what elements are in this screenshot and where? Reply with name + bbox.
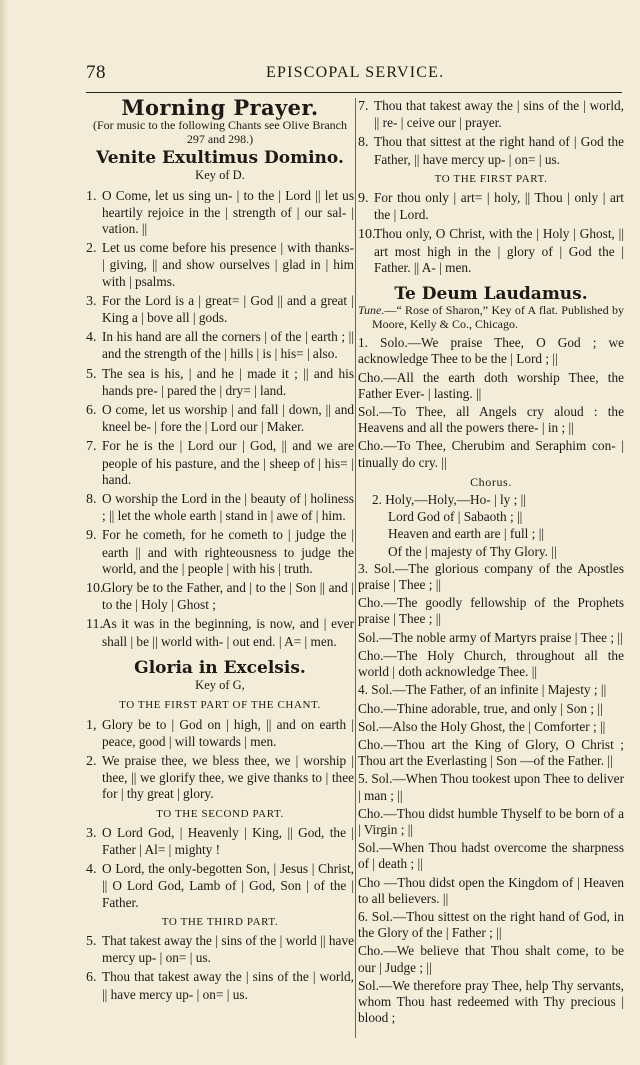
te-deum-lines-1 — [358, 335, 624, 471]
gloria-verse — [358, 226, 624, 276]
gloria-part-3: TO THE THIRD PART. — [161, 915, 279, 928]
verse-number: 1, — [86, 717, 97, 733]
gloria-verse — [86, 717, 354, 750]
verse-text: O Lord, the only-begotten Son, | Jesus | Christ, || O Lord God, Lamb of | God, Son | of the | Father. — [102, 861, 354, 910]
te-deum-line: Cho.—The Holy Church, throughout all the world | doth acknowledge Thee. || — [358, 647, 624, 680]
te-deum-line: 4. Sol.—The Father, of an infinite | Majesty ; || — [358, 682, 607, 698]
venite-verse — [86, 329, 354, 362]
chorus-line: Of the | majesty of Thy Glory. || — [388, 543, 557, 559]
verse-text: Glory be to | God on | high, || and on earth | peace, good | will towards | men. — [102, 716, 354, 749]
verse-number: 8. — [358, 135, 369, 151]
gloria-verses-3 — [86, 933, 354, 1003]
gloria-verse — [358, 190, 624, 223]
te-deum-line: 3. Sol.—The glorious company of the Apostles praise | Thee ; || — [358, 560, 624, 593]
gloria-verse — [86, 861, 354, 911]
verse-text: Thou that sittest at the right hand of | God the Father, || have mercy up- | on= | us. — [374, 134, 624, 167]
verse-text: Thou only, O Christ, with the | Holy | Ghost, || art most high in the | glory of | God the | Father. || A- | men. — [374, 226, 624, 275]
verse-number: 2. — [86, 753, 97, 769]
chorus-line: 2. Holy,—Holy,—Ho- | ly ; || — [372, 492, 526, 508]
venite-verses — [86, 188, 354, 650]
gloria-continued-verses-2 — [358, 190, 624, 276]
verse-number: 9. — [86, 528, 97, 544]
venite-title: Venite Exultimus Domino. — [96, 148, 344, 169]
verse-text: The sea is his, | and he | made it ; || and his hands pre- | pared the | dry= | land. — [102, 365, 354, 398]
verse-text: We praise thee, we bless thee, we | worship | thee, || we glorify thee, we give thanks to | thee for | thy great | glory. — [102, 752, 354, 802]
gloria-verses-1 — [86, 717, 354, 803]
verse-number: 3. — [86, 825, 97, 841]
gloria-verse — [358, 134, 624, 167]
gloria-verses-2 — [86, 825, 354, 911]
venite-verse — [86, 580, 354, 613]
venite-verse — [86, 366, 354, 399]
verse-number: 8. — [86, 492, 97, 508]
te-deum-line: Cho.—Thine adorable, true, and only | Son ; || — [358, 700, 603, 716]
gloria-verse — [86, 969, 354, 1002]
gloria-continued-verses — [358, 98, 624, 168]
gloria-part-2: TO THE SECOND PART. — [156, 807, 284, 820]
gloria-verse — [86, 933, 354, 966]
verse-number: 5. — [86, 366, 97, 382]
te-deum-line: Cho.—The goodly fellowship of the Prophets praise | Thee ; || — [358, 595, 624, 627]
verse-text: For he cometh, for he cometh to | judge the | earth || and with righteousness to judge the world, and the | people | with his | truth. — [102, 527, 354, 576]
tune-text: —“ Rose of Sharon,” Key of A flat. Published by Moore, Kelly & Co., Chicago. — [372, 303, 624, 332]
column-separator — [355, 98, 356, 1038]
chorus-heading: Chorus. — [470, 474, 512, 489]
te-deum-line: 1. Solo.—We praise Thee, O God ; we acknowledge Thee to be the | Lord ; || — [358, 335, 624, 367]
te-deum-line: Cho —Thou didst open the Kingdom of | Heaven to all believers. || — [358, 874, 624, 906]
verse-text: For he is the | Lord our | God, || and we are people of his pasture, and the | sheep of | his= | hand. — [102, 438, 354, 487]
page-edge — [0, 0, 8, 1065]
verse-text: O Come, let us sing un- | to the | Lord || let us heartily rejoice in the | strength of | our sal- | vation. || — [102, 187, 354, 237]
page-number: 78 — [86, 62, 106, 83]
verse-number: 3. — [86, 293, 97, 309]
verse-text: That takest away the | sins of the | world || have mercy up- | on= | us. — [102, 932, 354, 966]
te-deum-title: Te Deum Laudamus. — [394, 284, 588, 305]
te-deum-line: Sol.—We therefore pray Thee, help Thy servants, whom Thou hast redeemed with Thy precious | blood ; — [358, 977, 624, 1026]
page-header — [86, 62, 620, 86]
te-deum-line: Cho.—Thou art the King of Glory, O Christ ; Thou art the Everlasting | Son —of the Father. || — [358, 736, 624, 769]
venite-verse — [86, 438, 354, 488]
gloria-part-first: TO THE FIRST PART. — [434, 172, 548, 185]
verse-number: 6. — [86, 403, 97, 419]
te-deum-line: Sol.—To Thee, all Angels cry aloud : the Heavens and all the powers there- | in ; || — [358, 404, 624, 436]
te-deum-line: Sol.—Also the Holy Ghost, the | Comforter ; || — [358, 718, 606, 734]
verse-text: As it was in the beginning, is now, and | ever shall | be || world with- | out end. | A= | men. — [102, 616, 354, 649]
verse-number: 9. — [358, 191, 369, 207]
te-deum-line: Sol.—When Thou hadst overcome the sharpness of | death ; || — [358, 840, 624, 872]
te-deum-line: Sol.—The noble army of Martyrs praise | Thee ; || — [358, 629, 623, 645]
venite-verse — [86, 293, 354, 326]
te-deum-line: Cho.—To Thee, Cherubim and Seraphim con- | tinually do cry. || — [358, 438, 624, 470]
venite-verse — [86, 527, 354, 577]
verse-number: 10. — [86, 581, 104, 597]
venite-verse — [86, 491, 354, 524]
verse-text: Thou that takest away the | sins of the | world, || re- | ceive our | prayer. — [374, 98, 624, 131]
gloria-verse — [358, 98, 624, 131]
gloria-verse — [86, 825, 354, 858]
left-column — [86, 95, 354, 1006]
gloria-part-1: TO THE FIRST PART OF THE CHANT. — [119, 699, 321, 712]
verse-number: 4. — [86, 862, 97, 878]
te-deum-line: 6. Sol.—Thou sittest on the right hand of God, in the Glory of the | Father ; || — [358, 908, 624, 941]
verse-number: 7. — [358, 99, 369, 114]
gloria-key: Key of G, — [195, 678, 245, 693]
gloria-title: Gloria in Excelsis. — [134, 657, 306, 678]
verse-text: O Lord God, | Heavenly | King, || God, the | Father | Al= | mighty ! — [102, 824, 354, 857]
verse-number: 10. — [358, 227, 376, 243]
venite-verse — [86, 616, 354, 649]
venite-verse — [86, 240, 354, 290]
te-deum-chorus — [358, 492, 624, 560]
running-title: EPISCOPAL SERVICE. — [266, 64, 445, 81]
venite-key: Key of D. — [195, 168, 245, 183]
te-deum-line: Cho.—We believe that Thou shalt come, to be our | Judge ; || — [358, 943, 624, 975]
verse-text: Let us come before his presence | with thanks- | giving, || and show ourselves | glad in | him with | psalms. — [102, 240, 354, 289]
te-deum-line: 5. Sol.—When Thou tookest upon Thee to deliver | man ; || — [358, 771, 624, 803]
verse-text: In his hand are all the corners | of the | earth ; || and the strength of the | hills | is | his= | also. — [102, 329, 354, 362]
venite-verse — [86, 402, 354, 435]
te-deum-lines-2 — [358, 561, 624, 1026]
verse-number: 1. — [86, 188, 97, 204]
verse-number: 11. — [86, 617, 103, 633]
verse-text: Glory be to the Father, and | to the | Son || and | to the | Holy | Ghost ; — [102, 580, 354, 613]
verse-number: 5. — [86, 933, 97, 949]
verse-number: 7. — [86, 439, 97, 455]
right-column — [358, 98, 624, 1028]
verse-text: For the Lord is a | great= | God || and a great | King a | bove all | gods. — [102, 292, 354, 326]
verse-number: 2. — [86, 241, 97, 257]
chorus-line: Lord God of | Sabaoth ; || — [388, 509, 523, 525]
morning-prayer-title: Morning Prayer. — [121, 95, 319, 120]
venite-verse — [86, 188, 354, 238]
gloria-verse — [86, 753, 354, 803]
verse-text: O come, let us worship | and fall | down, || and kneel be- | fore the | Lord our | Maker. — [102, 402, 354, 435]
verse-number: 4. — [86, 330, 97, 346]
te-deum-line: Cho.—All the earth doth worship Thee, the Father Ever- | lasting. || — [358, 369, 624, 401]
music-note: (For music to the following Chants see Olive Branch 297 and 298.) — [93, 118, 347, 147]
verse-text: Thou that takest away the | sins of the | world, || have mercy up- | on= | us. — [102, 969, 354, 1002]
tune-note — [358, 303, 624, 331]
verse-text: O worship the Lord in the | beauty of | holiness ; || let the whole earth | stand in | awe of | him. — [102, 491, 354, 524]
verse-number: 6. — [86, 970, 97, 986]
tune-label: Tune. — [358, 303, 385, 318]
header-rule — [86, 92, 622, 93]
verse-text: For thou only | art= | holy, || Thou | only | art the | Lord. — [374, 190, 624, 223]
chorus-line: Heaven and earth are | full ; || — [388, 526, 545, 542]
te-deum-line: Cho.—Thou didst humble Thyself to be born of a | Virgin ; || — [358, 805, 624, 837]
